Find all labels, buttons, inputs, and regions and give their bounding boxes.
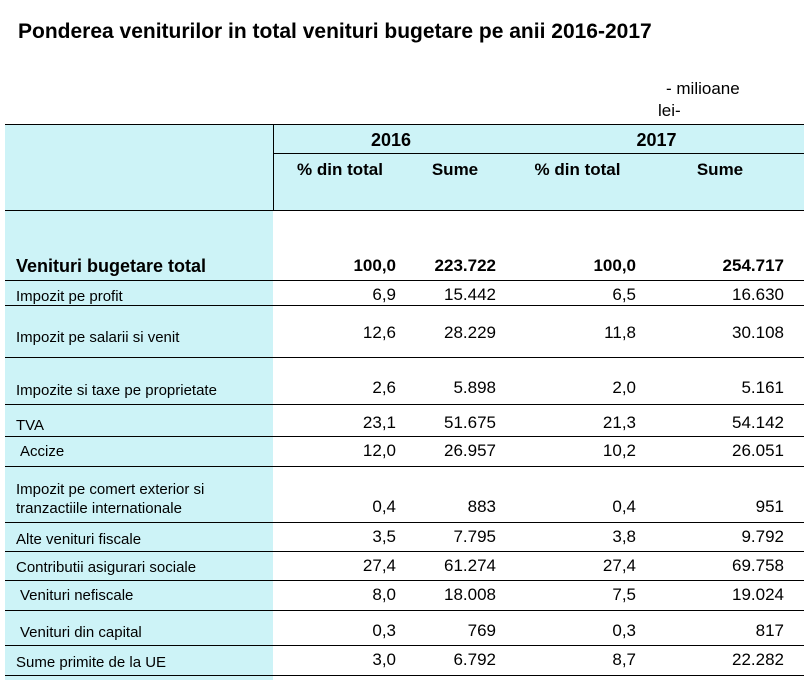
sum-2016-value: 769 (467, 621, 496, 640)
header-top-rule (5, 124, 804, 125)
sum-2017-value: 54.142 (732, 413, 784, 432)
pct-2016-heading: % din total (297, 160, 383, 179)
sum-2016-value: 51.675 (444, 413, 496, 432)
year-divider-rule (273, 153, 804, 154)
pct-2017-value: 3,8 (612, 527, 636, 546)
pct-2016-value: 2,6 (372, 378, 396, 397)
sum-2017-value: 951 (755, 497, 784, 516)
table-row (0, 556, 811, 576)
row-separator (5, 436, 804, 437)
row-separator (5, 404, 804, 405)
sum-2017-value: 69.758 (732, 556, 784, 575)
table-row (0, 413, 811, 433)
sum-2016-value: 15.442 (444, 285, 496, 304)
pct-2017-value: 11,8 (604, 323, 636, 342)
sum-2017-value: 817 (755, 621, 784, 640)
pct-2017-value: 7,5 (612, 585, 636, 604)
pct-2016-value: 12,6 (362, 323, 396, 342)
pct-2016-value: 3,0 (372, 650, 396, 669)
pct-2016-value: 0,3 (372, 621, 396, 640)
row-label: Alte venituri fiscale (16, 531, 142, 548)
pct-2017-value: 0,3 (612, 621, 636, 640)
row-separator (5, 675, 804, 676)
table-row (0, 378, 811, 398)
sum-2017-value: 9.792 (741, 527, 784, 546)
table-row (0, 285, 811, 305)
pct-2016-value: 12,0 (362, 441, 396, 460)
row-label: Sume primite de la UE (16, 654, 167, 671)
pct-2016-value: 0,4 (372, 497, 396, 516)
row-label: Contributii asigurari sociale (16, 559, 197, 576)
sum-2016-value: 5.898 (453, 378, 496, 397)
sum-2016-value: 61.274 (444, 556, 496, 575)
sum-2016-value: 223.722 (434, 256, 496, 275)
sum-2016-value: 26.957 (444, 441, 496, 460)
unit-line-2: lei- (658, 101, 681, 120)
sum-2017-value: 30.108 (732, 323, 784, 342)
pct-2017-value: 21,3 (602, 413, 636, 432)
pct-2017-value: 2,0 (612, 378, 636, 397)
page-title: Ponderea veniturilor in total venituri bugetare pe anii 2016-2017 (18, 20, 652, 43)
row-label: Venituri din capital (20, 624, 142, 641)
row-label: Accize (20, 443, 65, 460)
sum-2016-value: 18.008 (444, 585, 496, 604)
table-row (0, 441, 811, 461)
year-2016-heading: 2016 (370, 130, 412, 150)
row-label: Impozit pe profit (16, 288, 123, 305)
year-2017-heading: 2017 (636, 130, 677, 150)
pct-2017-value: 0,4 (612, 497, 636, 516)
sum-2017-value: 5.161 (741, 378, 784, 397)
table-row (0, 585, 811, 605)
table-row (0, 480, 811, 517)
pct-2017-value: 27,4 (602, 556, 636, 575)
pct-2016-value: 27,4 (362, 556, 396, 575)
sum-2017-value: 22.282 (732, 650, 784, 669)
row-separator (5, 610, 804, 611)
pct-2016-value: 3,5 (372, 527, 396, 546)
table-row (0, 650, 811, 670)
row-label: Venituri bugetare total (16, 256, 207, 276)
row-label: Impozit pe salarii si venit (16, 329, 180, 346)
row-label: Impozit pe comert exterior si tranzactiile internationale (16, 481, 205, 517)
unit-note (658, 78, 768, 122)
row-label: Impozite si taxe pe proprietate (16, 382, 217, 399)
pct-2016-value: 23,1 (362, 413, 396, 432)
table-row (0, 323, 811, 346)
sum-2017-value: 26.051 (732, 441, 784, 460)
row-separator (5, 551, 804, 552)
sum-2016-value: 7.795 (453, 527, 496, 546)
row-separator (5, 645, 804, 646)
pct-2017-value: 6,5 (612, 285, 636, 304)
table-row (0, 527, 811, 547)
sum-2017-value: 19.024 (732, 585, 784, 604)
pct-2017-value: 8,7 (612, 650, 636, 669)
table-row-total (0, 256, 811, 276)
header-bottom-rule (5, 210, 804, 211)
row-separator (5, 522, 804, 523)
row-separator (5, 580, 804, 581)
unit-line-1: - milioane (666, 79, 740, 98)
row-label: TVA (16, 417, 45, 434)
pct-2016-value: 6,9 (372, 285, 396, 304)
row-separator (5, 305, 804, 306)
pct-2016-value: 100,0 (353, 256, 396, 275)
sum-2016-value: 6.792 (453, 650, 496, 669)
row-separator (5, 280, 804, 281)
sum-2017-value: 16.630 (732, 285, 784, 304)
pct-2016-value: 8,0 (372, 585, 396, 604)
row-separator (5, 466, 804, 467)
pct-2017-value: 100,0 (593, 256, 636, 275)
row-separator (5, 357, 804, 358)
table-row (0, 621, 811, 641)
sum-2016-value: 28.229 (444, 323, 496, 342)
sum-2016-value: 883 (467, 497, 496, 516)
sum-2017-heading: Sume (696, 160, 744, 179)
pct-2017-value: 10,2 (602, 441, 636, 460)
sum-2016-heading: Sume (431, 160, 479, 179)
pct-2017-heading: % din total (534, 160, 621, 179)
sum-2017-value: 254.717 (722, 256, 784, 275)
row-label: Venituri nefiscale (20, 587, 134, 604)
